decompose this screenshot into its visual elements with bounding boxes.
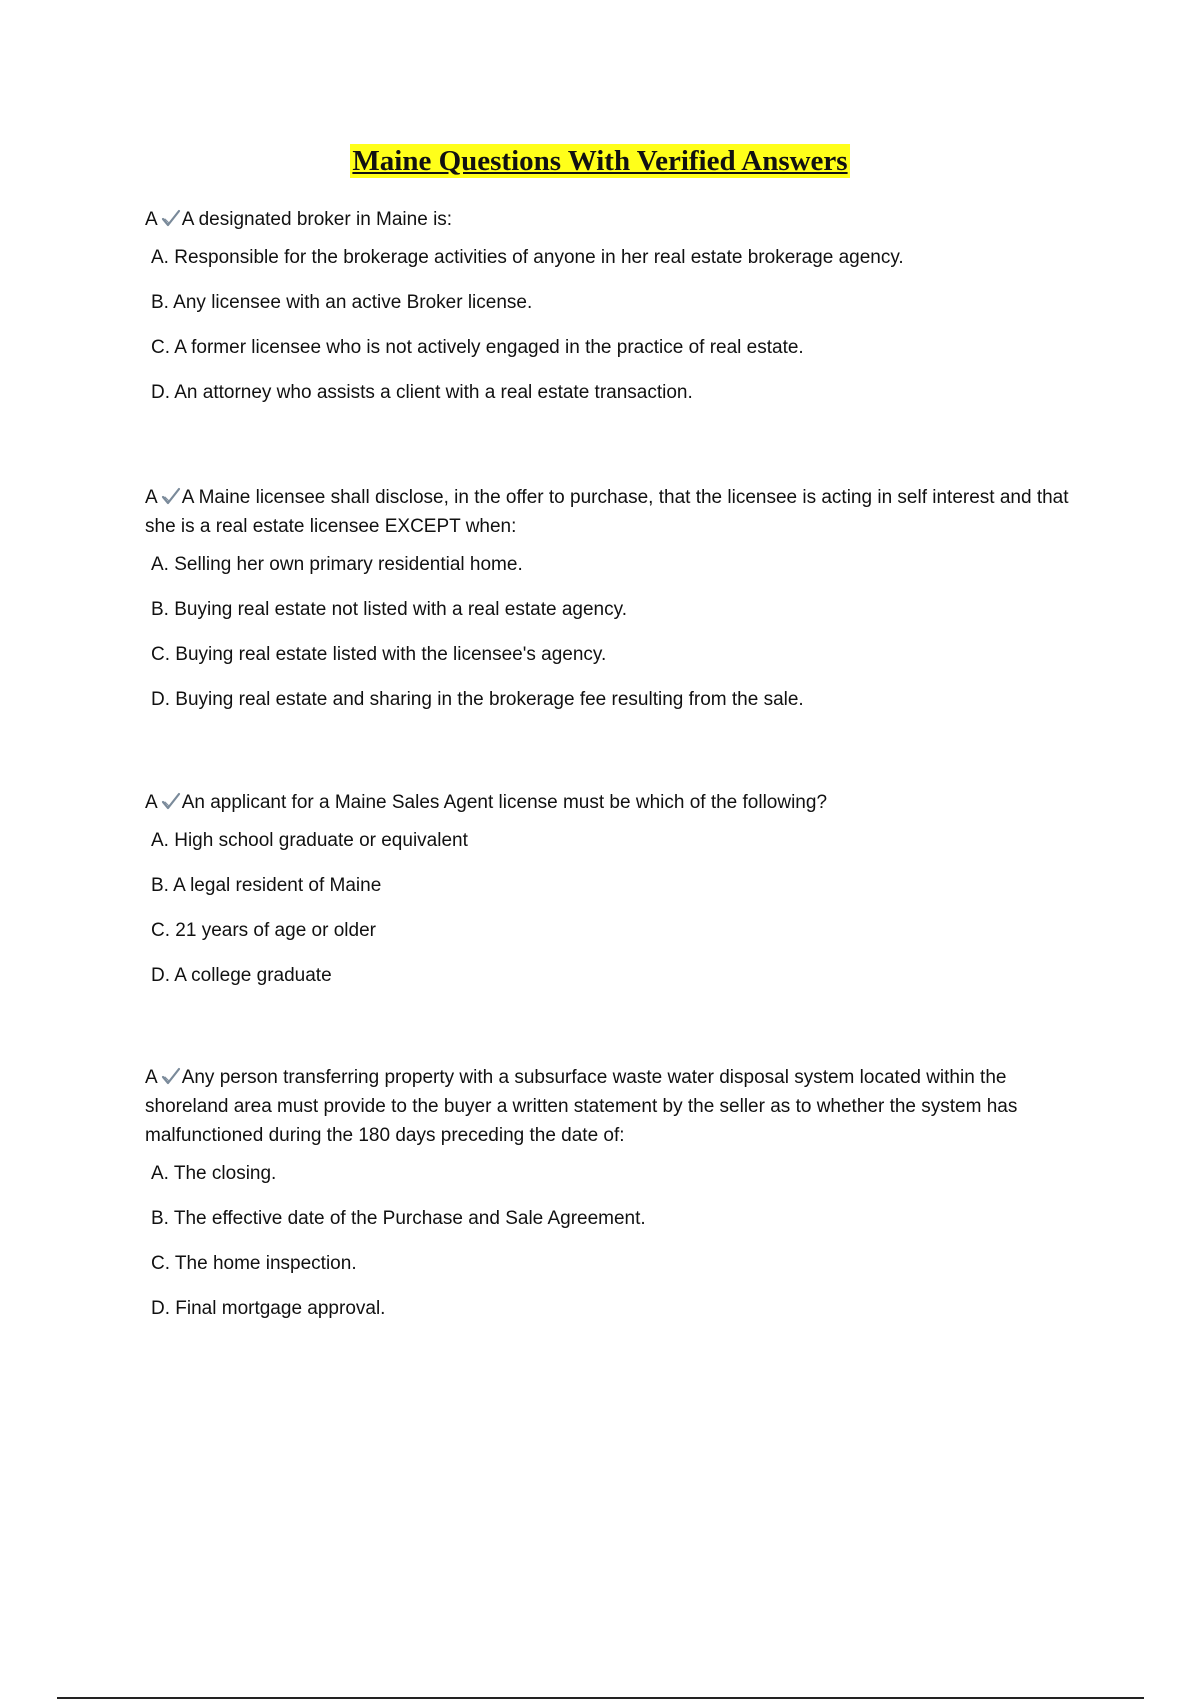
check-icon [161,1067,181,1085]
option-d: D. A college graduate [151,965,332,986]
footer-divider [57,1697,1144,1699]
question-block [145,788,1085,1009]
question-text: Any person transferring property with a subsurface waste water disposal system located within the shoreland area must provide to the buyer a written statement by the seller as to whether the system has malfunctioned during the 180 days preceding the date of: [145,1067,1018,1146]
question-text: A Maine licensee shall disclose, in the offer to purchase, that the licensee is acting in self interest and that she is a real estate licensee EXCEPT when: [145,487,1069,537]
check-icon [161,487,181,505]
question-text-line [145,1063,1085,1150]
question-text: A designated broker in Maine is: [181,209,453,230]
question-block [145,205,1085,426]
option-b: B. A legal resident of Maine [151,875,382,896]
option-b: B. The effective date of the Purchase and Sale Agreement. [151,1208,646,1229]
question-text-line [145,788,1085,817]
question-block [145,1063,1085,1342]
check-icon [161,792,181,810]
answer-prefix: A [145,792,158,813]
option-c: C. A former licensee who is not actively engaged in the practice of real estate. [151,337,804,358]
option-d: D. Final mortgage approval. [151,1298,386,1319]
option-a: A. Responsible for the brokerage activities of anyone in her real estate brokerage agency. [151,247,904,268]
option-c: C. The home inspection. [151,1253,357,1274]
option-c: C. 21 years of age or older [151,920,376,941]
page-title: Maine Questions With Verified Answers [352,145,848,177]
question-text: An applicant for a Maine Sales Agent license must be which of the following? [181,792,828,813]
option-b: B. Any licensee with an active Broker license. [151,292,533,313]
option-a: A. High school graduate or equivalent [151,830,468,851]
question-text-line [145,483,1085,541]
answer-prefix: A [145,1067,158,1088]
options-list [151,829,1085,988]
option-a: A. The closing. [151,1163,277,1184]
title-wrap [0,144,1200,178]
options-list [151,246,1085,405]
option-a: A. Selling her own primary residential home. [151,554,523,575]
check-icon [161,209,181,227]
answer-prefix: A [145,487,158,508]
answer-prefix: A [145,209,158,230]
option-c: C. Buying real estate listed with the licensee's agency. [151,644,607,665]
option-b: B. Buying real estate not listed with a real estate agency. [151,599,627,620]
question-block [145,483,1085,733]
question-text-line [145,205,1085,234]
options-list [151,553,1085,712]
options-list [151,1162,1085,1321]
option-d: D. Buying real estate and sharing in the brokerage fee resulting from the sale. [151,689,804,710]
option-d: D. An attorney who assists a client with a real estate transaction. [151,382,693,403]
